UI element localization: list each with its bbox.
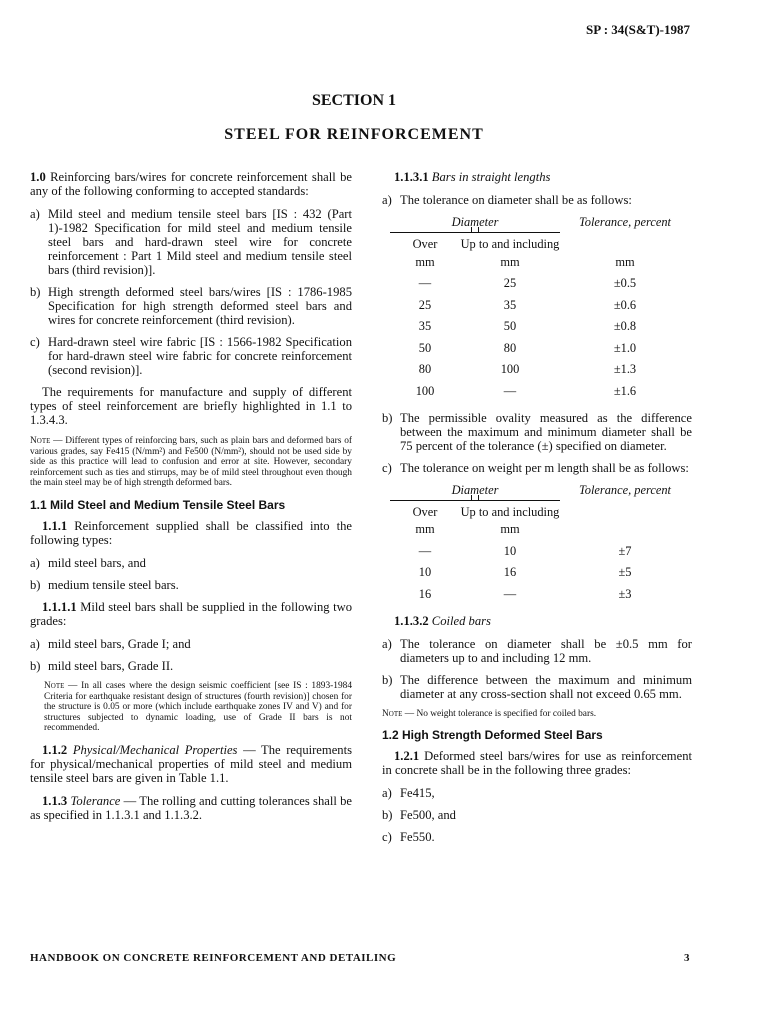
table-cell: ±1.6 [613,383,637,398]
list-item [382,673,692,701]
note-label: Note — [382,708,415,719]
section-subtitle: STEEL FOR REINFORCEMENT [224,126,484,143]
list-label: c) [382,830,392,845]
table-cell: 50 [418,340,432,355]
table-cell: 35 [418,319,432,334]
clause-1-2-1 [382,749,692,777]
note-label: Note — [44,680,78,691]
list-item [30,578,352,592]
page-number: 3 [684,952,690,964]
list-item [30,335,352,377]
table-header-over: Over [412,504,438,519]
clause-text: Reinforcing bars/wires for concrete reinforcement shall be any of the following conforming to accepted standards: [30,170,352,198]
clause-title: Bars in straight lengths [431,170,551,184]
clause-text: — The requirements for physical/mechanical properties of mild steel and medium tensile steel bars are given in Table 1.1. [30,742,352,785]
list-text: mild steel bars, Grade II. [48,658,174,673]
left-column [30,170,352,831]
list-text: medium tensile steel bars. [48,577,179,592]
table-cell: mm [500,522,520,537]
table-row [390,540,690,562]
list-label: c) [382,460,392,475]
diameter-tolerance-table [390,215,690,402]
list-text: Hard-drawn steel wire fabric [IS : 1566-1982 Specification for hard-drawn steel wire fabric for concrete reinforcement (second revision)]. [48,335,352,377]
brace-divider [390,497,560,505]
clause-1-1-1 [30,519,352,547]
list-text: The permissible ovality measured as the difference between the maximum and minimum diameter shall be 75 percent of the tolerance (±) specified on diameter. [400,410,692,453]
list-item [30,659,352,673]
table-header-diameter: Diameter [451,215,499,229]
table-row [390,583,690,605]
table-row [390,273,690,295]
clause-number: 1.1.2 [42,742,68,757]
table-cell: 100 [500,362,520,377]
note-3 [382,709,692,720]
table-row [390,519,690,541]
table-row [390,337,690,359]
table-cell: — [418,543,432,558]
clause-text: Deformed steel bars/wires for use as reinforcement in concrete shall be in the following three grades: [382,749,692,778]
list-item [382,808,692,822]
list-label: b) [30,577,41,592]
table-cell: ±1.3 [613,362,637,377]
clause-text: Mild steel bars shall be supplied in the following two grades: [30,599,352,628]
clause-number: 1.1.3 [42,793,68,808]
table-row [390,380,690,402]
list-item [382,411,692,453]
clause-1-1-2 [30,743,352,785]
list-item [382,830,692,844]
note-1 [30,436,352,489]
list-item [30,637,352,651]
table-cell: mm [500,254,520,269]
list-label: c) [30,335,40,349]
table-cell: 100 [415,383,435,398]
list-item [30,207,352,277]
list-item [382,461,692,475]
list-label: b) [30,285,41,299]
list-text: The difference between the maximum and minimum diameter at any cross-section shall not exceed 0.65 mm. [400,672,692,701]
clause-text: — The rolling and cutting tolerances shall be as specified in 1.1.3.1 and 1.1.3.2. [30,793,352,822]
list-item [382,193,692,207]
clause-title: Coiled bars [431,613,491,628]
list-label: b) [30,658,41,673]
table-cell: 25 [418,297,432,312]
table-cell: — [503,383,517,398]
list-text: High strength deformed steel bars/wires [IS : 1786-1985 Specification for high strength deformed steel bars and wires for concrete reinforcement (third revision). [48,285,352,327]
clause-1-1-3 [30,794,352,822]
clause-number: 1.1.1 [42,518,68,533]
list-text: The tolerance on diameter shall be ±0.5 mm for diameters up to and including 12 mm. [400,636,692,665]
table-row [390,316,690,338]
list-text: Fe550. [400,830,435,845]
list-item [382,637,692,665]
list-label: a) [382,786,392,801]
table-header-tolerance: Tolerance, percent [579,482,671,497]
heading-1-1: 1.1 Mild Steel and Medium Tensile Steel Bars [30,497,286,512]
table-cell: ±0.6 [613,297,637,312]
table-cell: ±0.8 [613,319,637,334]
list-label: a) [30,555,40,570]
table-cell: 80 [418,362,432,377]
clause-number: 1.2.1 [394,749,420,764]
section-title: SECTION 1 [311,92,397,109]
list-item [30,556,352,570]
list-label: b) [382,410,393,425]
table-cell: 16 [503,565,517,580]
list-text: Mild steel and medium tensile steel bars [IS : 432 (Part 1)-1982 Specification for mild steel and medium tensile steel bars and hard-drawn steel wire for concrete reinforcement : Part 1 Mild steel and medium tensile steel bars (third revision)]. [48,207,352,277]
table-cell: ±5 [618,565,632,580]
list-text: The tolerance on weight per m length shall be as follows: [400,460,689,475]
clause-title: Physical/Mechanical Properties [72,742,238,757]
list-item [382,786,692,800]
clause-1-1-1-1 [30,600,352,628]
list-text: Fe415, [400,786,435,801]
list-label: a) [382,193,392,207]
table-cell: — [418,276,432,291]
note-text: In all cases where the design seismic coefficient [see IS : 1893-1984 Criteria for earthquake resistant design of structures (fourth revision)] chosen for the structure is 0.05 or more (which include earthquake zones IV and V) and for structures subjected to dynamic loading, use of Grade II bars is not recommended. [44,680,353,734]
table-cell: 25 [503,276,517,291]
weight-tolerance-table [390,483,690,605]
table-cell: mm [415,522,435,537]
list-item [30,285,352,327]
clause-number: 1.1.3.2 [394,613,429,628]
note-text: Different types of reinforcing bars, such as plain bars and deformed bars of various grades, say Fe415 (N/mm²) and Fe500 (N/mm²), should not be used side by side as this practice will lead to confusion and error at site. However, secondary reinforcement such as ties and stirrups, may be of mild steel throughout even though the main steel may be of high strength deformed bars. [30,436,352,489]
list-text: mild steel bars, Grade I; and [48,636,191,651]
table-header-tolerance: Tolerance, percent [579,215,671,229]
clause-number: 1.0 [30,170,46,184]
table-row [390,562,690,584]
table-cell: ±7 [618,543,632,558]
table-cell: 10 [503,543,517,558]
clause-number: 1.1.3.1 [394,170,429,184]
note-label: Note — [30,436,63,446]
footer-title: HANDBOOK ON CONCRETE REINFORCEMENT AND DETAILING [30,952,397,964]
clause-1-0 [30,170,352,198]
list-text: mild steel bars, and [48,555,146,570]
table-cell: 35 [503,297,517,312]
table-cell: — [503,586,517,601]
clause-number: 1.1.1.1 [42,599,77,614]
list-label: a) [382,636,392,651]
heading-1-2: 1.2 High Strength Deformed Steel Bars [382,728,603,743]
page-footer [30,952,690,964]
heading-1-1-3-2 [382,614,692,628]
table-cell: ±1.0 [613,340,637,355]
intro-paragraph: The requirements for manufacture and supply of different types of steel reinforcement are briefly highlighted in 1.1 to 1.3.4.3. [30,385,352,427]
table-cell: mm [615,254,635,269]
table-cell [560,519,690,541]
note-2 [30,681,352,734]
table-cell: mm [415,254,435,269]
right-column [382,170,692,852]
table-row [390,359,690,381]
table-header-upto: Up to and including [460,237,560,251]
heading-1-1-3-1 [382,170,692,184]
list-text: The tolerance on diameter shall be as follows: [400,193,632,207]
table-row [390,294,690,316]
clause-text: Reinforcement supplied shall be classified into the following types: [30,518,352,547]
list-label: b) [382,672,393,687]
table-header-diameter: Diameter [451,482,499,497]
list-label: b) [382,808,393,823]
table-cell: 16 [418,586,432,601]
table-header-upto: Up to and including [460,504,560,519]
list-text: Fe500, and [400,808,456,823]
clause-title: Tolerance [70,793,121,808]
brace-divider [390,229,560,237]
list-label: a) [30,207,40,221]
table-cell: ±0.5 [613,276,637,291]
table-cell: ±3 [618,586,632,601]
document-code: SP : 34(S&T)-1987 [586,22,690,37]
table-cell: 10 [418,565,432,580]
table-header-over: Over [412,237,438,251]
list-label: a) [30,636,40,651]
table-row [390,251,690,273]
note-text: No weight tolerance is specified for coiled bars. [416,708,597,719]
table-cell: 80 [503,340,517,355]
table-cell: 50 [503,319,517,334]
